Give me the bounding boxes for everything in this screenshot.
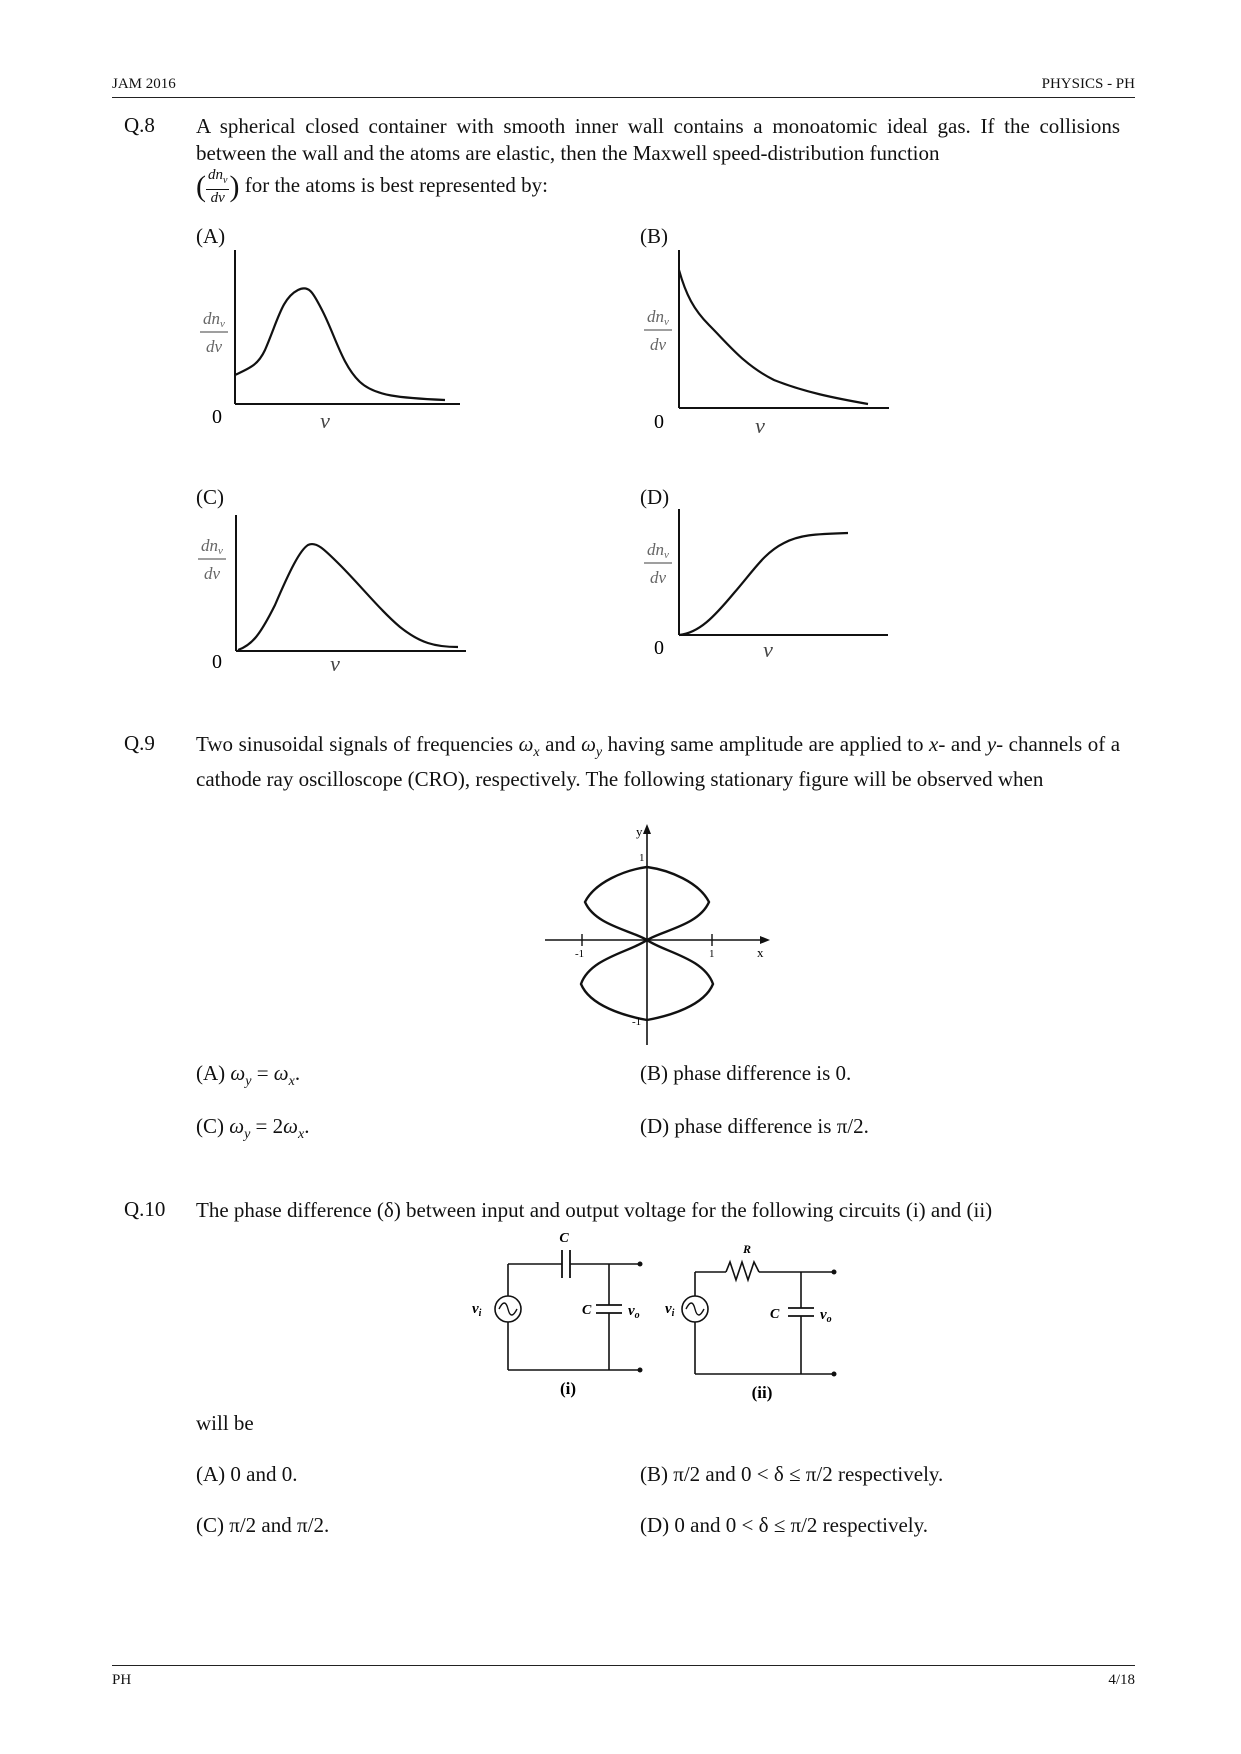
circuit-i xyxy=(472,1231,643,1398)
q8-fraction xyxy=(206,167,229,207)
graph-c-label: (C) xyxy=(196,485,224,509)
graph-a-xlabel: v xyxy=(320,408,330,433)
graph-a xyxy=(190,240,470,440)
graph-a-ylabel-num: dnv xyxy=(203,309,225,330)
q9-option-a[interactable]: (A) $\omega_y = \omega_x$. xyxy=(196,1061,301,1090)
q9-number: Q.9 xyxy=(124,731,155,755)
q10-option-c[interactable]: (C) π/2 and π/2. xyxy=(196,1513,330,1537)
circuit-i-vo: $v_o$ xyxy=(628,1303,640,1321)
q8-text-main: A spherical closed container with smooth inner wall contains a monoatomic ideal gas. If the collisions between the wall and the atoms are elastic, then the Maxwell speed-distribution function xyxy=(196,114,1120,165)
footer-left: PH xyxy=(112,1672,132,1688)
header-right: PHYSICS - PH xyxy=(1041,76,1135,92)
graph-b-ylabel-num: dnv xyxy=(647,307,669,328)
q9-option-d[interactable]: (D) phase difference is π/2. xyxy=(640,1114,869,1138)
graph-b-ylabel-den: dv xyxy=(649,335,667,354)
q9-text-a: Two sinusoidal signals of frequencies xyxy=(196,732,513,756)
q9-x-tick-neg1: -1 xyxy=(575,948,585,960)
q9-y-tick-1: 1 xyxy=(639,852,645,864)
q10-text: The phase difference (δ) between input and output voltage for the following circuits (i) and (ii) xyxy=(196,1198,993,1222)
q10-number: Q.10 xyxy=(124,1197,166,1221)
circuit-ii-c-mid: C xyxy=(770,1307,780,1322)
graph-b-label: (B) xyxy=(640,224,668,248)
graph-d-label: (D) xyxy=(640,485,670,509)
circuit-ii-vo: $v_o$ xyxy=(820,1307,832,1325)
q9-wy: $\omega_y$ xyxy=(581,732,603,761)
q9-wx: $\omega_x$ xyxy=(518,732,540,761)
graph-d-origin: 0 xyxy=(654,637,664,659)
graph-b-xlabel: v xyxy=(755,413,765,438)
q9-x-tick-1: 1 xyxy=(709,948,715,960)
resistor-icon xyxy=(726,1262,759,1280)
paren-open: ( xyxy=(196,170,206,203)
q9-y-tick-neg1: -1 xyxy=(632,1016,642,1028)
q9-and: and xyxy=(545,732,576,756)
graph-d-ylabel-den: dv xyxy=(649,568,667,587)
circuit-i-c-mid: C xyxy=(582,1303,592,1318)
paren-close: ) xyxy=(229,170,240,203)
graph-c-ylabel-den: dv xyxy=(203,564,221,583)
frac-num: dn xyxy=(208,167,223,183)
q9-text-b: having same amplitude are applied to xyxy=(607,732,924,756)
graph-c-xlabel: v xyxy=(330,651,340,676)
circuit-i-c-top: C xyxy=(559,1231,569,1246)
q10-option-b[interactable]: (B) π/2 and 0 < δ ≤ π/2 respectively. xyxy=(640,1462,944,1486)
q9-y-label: y xyxy=(636,824,643,839)
graph-d-curve xyxy=(679,533,848,635)
graph-b-curve xyxy=(679,270,868,404)
q9-lissajous-figure xyxy=(540,820,780,1050)
circuit-ii-r-top: R xyxy=(742,1242,752,1256)
q9-x-label: x xyxy=(757,945,764,960)
q10-option-a[interactable]: (A) 0 and 0. xyxy=(196,1462,298,1486)
q9-option-b[interactable]: (B) phase difference is 0. xyxy=(640,1061,852,1085)
q9-text-d: - channels of a cathode ray oscilloscope (CRO), respectively. The following stationary figure will be observed when xyxy=(196,732,1121,792)
q8-text-tail: for the atoms is best represented by: xyxy=(244,172,548,197)
q9-text xyxy=(196,731,1120,793)
graph-d-xlabel: v xyxy=(763,637,773,662)
q10-option-d[interactable]: (D) 0 and 0 < δ ≤ π/2 respectively. xyxy=(640,1513,929,1537)
graph-b xyxy=(634,240,914,445)
graph-c-curve xyxy=(238,544,458,650)
graph-c-origin: 0 xyxy=(212,651,222,673)
graph-a-ylabel-den: dv xyxy=(205,337,223,356)
frac-sub: v xyxy=(223,175,228,186)
q10-will-be: will be xyxy=(196,1411,254,1435)
footer-rule xyxy=(112,1665,1135,1666)
graph-a-curve xyxy=(235,288,445,400)
circuit-ii-label: (ii) xyxy=(751,1383,773,1402)
q9-x-word: x xyxy=(929,732,939,756)
header-left: JAM 2016 xyxy=(112,76,176,92)
graph-a-label: (A) xyxy=(196,224,226,248)
q8-text-line3 xyxy=(196,167,548,207)
q9-option-c[interactable]: (C) $\omega_y = 2\omega_x$. xyxy=(196,1114,310,1143)
header-rule xyxy=(112,97,1135,98)
q8-text xyxy=(196,113,1120,167)
frac-den: dv xyxy=(210,190,225,206)
circuit-ii xyxy=(665,1242,837,1402)
graph-c xyxy=(190,505,480,685)
q9-y-arrow-icon xyxy=(643,824,651,834)
graph-b-origin: 0 xyxy=(654,411,664,433)
graph-a-origin: 0 xyxy=(212,406,222,428)
graph-d-ylabel-num: dnv xyxy=(647,540,669,561)
graph-d xyxy=(634,505,914,680)
footer-right: 4/18 xyxy=(1108,1672,1135,1688)
graph-c-ylabel-num: dnv xyxy=(201,536,223,557)
circuit-i-label: (i) xyxy=(559,1379,577,1398)
q8-number: Q.8 xyxy=(124,113,155,137)
circuit-i-vi: $v_i$ xyxy=(472,1301,482,1319)
q9-y-word: y xyxy=(986,732,997,756)
q10-circuits xyxy=(470,1228,860,1408)
circuit-ii-vi: $v_i$ xyxy=(665,1301,675,1319)
q9-x-arrow-icon xyxy=(760,936,770,944)
q9-text-c: - and xyxy=(938,732,982,756)
